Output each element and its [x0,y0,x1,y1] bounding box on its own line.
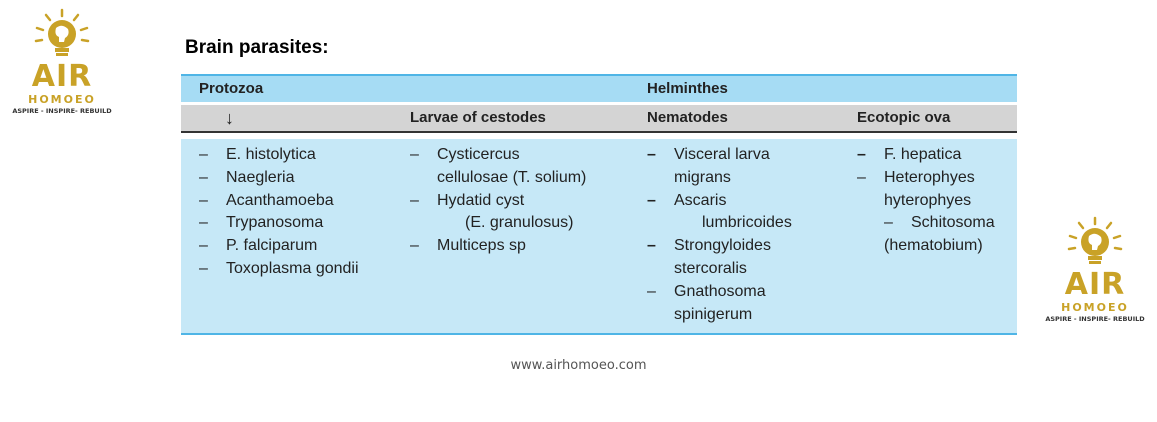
list-item: – Toxoplasma gondii [199,259,359,277]
list-item: – Acanthamoeba [199,191,334,209]
list-item: – P. falciparum [199,237,318,255]
header-larvae-cestodes: Larvae of cestodes [410,109,546,126]
logo-tagline: ASPIRE - INSPIRE- REBUILD [1045,315,1145,323]
list-item: – Trypanosoma [199,214,324,232]
list-item: – E. histolytica [199,146,316,163]
list-item-continuation: cellulosae (T. solium) [437,168,587,186]
table-header-row-1 [181,74,1017,102]
logo-tagline: ASPIRE - INSPIRE- REBUILD [12,107,112,115]
brand-logo-right [1045,216,1145,323]
parasite-table [181,74,1017,335]
list-item-continuation: (E. granulosus) [465,214,574,232]
list-item: – Naegleria [199,168,295,186]
list-item: – Cysticercus [410,146,520,163]
list-item-continuation: migrans [674,168,731,186]
ectopic-ova-column [857,144,995,258]
cestodes-column [410,144,586,258]
page-title: Brain parasites: [185,37,329,58]
list-item: – Multiceps sp [410,237,526,255]
logo-homoeo-text: HOMOEO [1061,301,1129,314]
list-item-continuation: hyterophyes [884,191,972,209]
list-item: – Gnathosoma [647,282,766,300]
down-arrow-icon: ↓ [225,108,234,128]
list-item: – Schitosoma [884,214,995,232]
table-body-row [181,139,1017,335]
header-nematodes: Nematodes [647,109,728,126]
table-header-row-2 [181,102,1017,133]
logo-air-text: AIR [1064,267,1126,302]
list-item: – Strongyloides [647,237,771,255]
list-item-continuation: (hematobium) [884,237,983,255]
logo-homoeo-text: HOMOEO [28,93,96,106]
list-item: – Visceral larva [647,146,770,163]
header-helminthes: Helminthes [647,80,728,97]
header-ectopic-ova: Ecotopic ova [857,109,951,126]
list-item-continuation: stercoralis [674,259,747,277]
header-protozoa: Protozoa [199,80,264,97]
list-item: – F. hepatica [857,146,962,163]
protozoa-column [199,144,359,281]
list-item-continuation: lumbricoides [702,214,792,232]
bulb-head-icon [1065,216,1125,268]
list-item: – Heterophyes [857,168,975,186]
list-item: – Hydatid cyst [410,191,525,209]
logo-air-text: AIR [31,59,93,94]
list-item: – Ascaris [647,191,727,209]
list-item-continuation: spinigerum [674,305,753,323]
brand-logo-left [12,8,112,115]
bulb-head-icon [32,8,92,60]
footer-url: www.airhomoeo.com [510,358,647,373]
nematodes-column [647,144,792,326]
